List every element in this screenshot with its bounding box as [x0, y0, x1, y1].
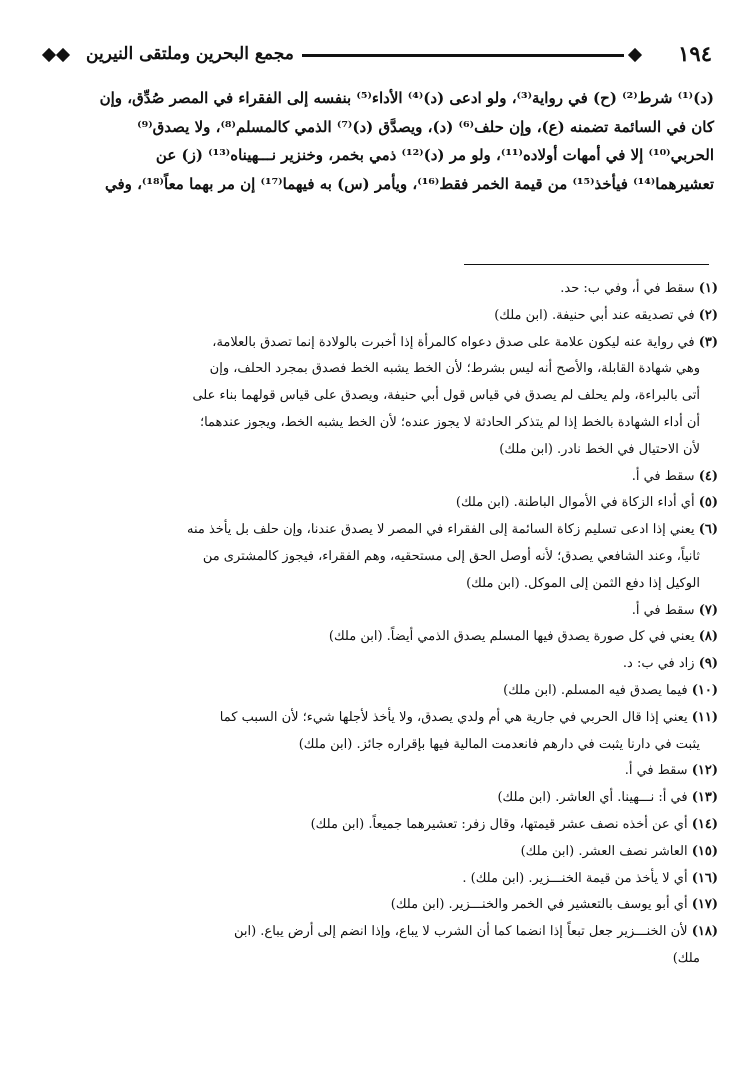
footnote-number: (١٦)	[691, 870, 718, 886]
footnote	[36, 598, 718, 625]
footnote-text: وهي شهادة القابلة، والأصح أنه ليس بشرط؛ لأن الخط يشبه الخط فصدق بمجرد الحلف، وإن	[209, 361, 700, 377]
footnote	[36, 303, 718, 330]
main-text-line: تعشيرهما⁽¹⁴⁾ فيأخذ⁽¹⁵⁾ من قيمة الخمر فقط⁽¹⁶⁾، ويأمر (س) به فيهما⁽¹⁷⁾ إن مر بهما معاً⁽¹⁸⁾، وفي	[104, 174, 714, 193]
footnote	[36, 839, 718, 866]
footnote-text: لأن الخنـــزير جعل تبعاً إذا انضما كما أن الشرب لا يباع، وإذا انضم إلى أرض يباع. (ابن	[233, 924, 688, 940]
footnote-text: يعني إذا قال الحربي في جارية هي أم ولدي يصدق، ولا يأخذ لأجلها شيء؛ لأن السبب كما	[219, 709, 688, 725]
footnote-number: (٩)	[698, 656, 718, 672]
footnote-number: (٥)	[698, 495, 718, 511]
footnote	[36, 866, 718, 893]
footnote-number: (٤)	[698, 468, 718, 484]
footnote-text: في رواية عنه ليكون علامة على صدق دعواه كالمرأة إذا أخبرت بالولادة إنما تصدق بالعلامة،	[212, 334, 695, 350]
footnote-text: أي أبو يوسف بالتعشير في الخمر والخنـــزير. (ابن ملك)	[390, 897, 688, 913]
footnote-number: (١)	[698, 281, 718, 296]
footnote	[36, 624, 718, 651]
footnote-text: سقط في أ.	[631, 602, 695, 618]
footnote-separator	[464, 264, 709, 265]
footnote	[36, 812, 718, 839]
footnote-text: أي عن أخذه نصف عشر قيمتها، وقال زفر: تعشيرهما جميعاً. (ابن ملك)	[310, 816, 688, 832]
footnote-text: ملك)	[672, 950, 700, 966]
running-header	[40, 40, 712, 70]
footnote-number: (١٢)	[691, 763, 718, 779]
footnote-text: في تصديقه عند أبي حنيفة. (ابن ملك)	[494, 307, 695, 323]
footnote-text: في أ: نـــهينا. أي العاشر. (ابن ملك)	[497, 790, 688, 806]
footnote	[36, 517, 718, 597]
footnote-text: يثبت في دارنا يثبت في دارهم فانعدمت المالية فيها بإقراره جائز. (ابن ملك)	[298, 736, 700, 752]
footnote-text: ثانياً، وعند الشافعي يصدق؛ لأنه أوصل الحق إلى مستحقيه، وهم الفقراء، فيجوز كالمشترى من	[202, 548, 700, 564]
footnote-text: الوكيل إذا دفع الثمن إلى الموكل. (ابن ملك)	[466, 575, 700, 591]
footnote	[36, 464, 718, 491]
footnote-number: (١٧)	[691, 897, 718, 913]
main-text	[36, 84, 714, 198]
page-number: ١٩٤	[678, 41, 712, 66]
main-text-line: (د)⁽¹⁾ شرط⁽²⁾ (ح) في رواية⁽³⁾، ولو ادعى (د)⁽⁴⁾ الأداء⁽⁵⁾ بنفسه إلى الفقراء في المصر صُدِّق، وإن	[99, 89, 714, 107]
footnote-text: فيما يصدق فيه المسلم. (ابن ملك)	[503, 682, 688, 698]
footnote-text: أي أداء الزكاة في الأموال الباطنة. (ابن ملك)	[455, 495, 695, 511]
footnote	[36, 892, 718, 919]
footnote	[36, 919, 718, 973]
footnote-number: (٧)	[698, 602, 718, 618]
header-rule	[302, 54, 624, 57]
footnote	[36, 678, 718, 705]
footnote-text: سقط في أ.	[631, 468, 695, 484]
footnote-text: سقط في أ، وفي ب: حد.	[560, 281, 695, 296]
footnote-number: (١٣)	[691, 790, 718, 806]
footnote	[36, 785, 718, 812]
footnote-text: لأن الاحتيال في الخط نادر. (ابن ملك)	[499, 441, 700, 457]
footnote-number: (٨)	[698, 629, 718, 645]
footnote-text: العاشر نصف العشر. (ابن ملك)	[520, 843, 688, 859]
footnote	[36, 705, 718, 759]
footnote-text: يعني إذا ادعى تسليم زكاة السائمة إلى الفقراء في المصر لا يصدق عندنا، وإن حلف بل يأخذ منه	[186, 522, 695, 538]
footnote-number: (١٠)	[691, 682, 718, 698]
footnote-text: سقط في أ.	[624, 763, 688, 779]
footnote-number: (٣)	[698, 334, 718, 350]
footnote-text: يعني في كل صورة يصدق فيها المسلم يصدق الذمي أيضاً. (ابن ملك)	[328, 629, 695, 645]
footnote-text: أي لا يأخذ من قيمة الخنـــزير. (ابن ملك) .	[462, 870, 688, 886]
main-text-line: الحربي⁽¹⁰⁾ إلا في أمهات أولاده⁽¹¹⁾، ولو مر (د)⁽¹²⁾ ذمي بخمر، وخنزير نـــهيناه⁽¹³⁾ (ز) عن	[155, 146, 714, 164]
footnote	[36, 330, 718, 464]
ornament-diamond-icon	[628, 48, 642, 62]
ornament-diamond-icon	[56, 48, 70, 62]
footnote-text: أتى بالبراءة، ولم يحلف لم يصدق في قياس قول أبي حنيفة، ويصدق على قياس قولهما بناء على	[192, 388, 700, 404]
footnote-text: أن أداء الشهادة بالخط إذا لم يتذكر الحادثة لا يجوز عنده؛ لأن الخط يشبه الخط، ويجوز عندهما؛	[199, 414, 700, 430]
footnote	[36, 651, 718, 678]
book-title: مجمع البحرين وملتقى النيرين	[86, 44, 294, 64]
footnote	[36, 276, 718, 303]
footnotes	[36, 276, 718, 973]
footnote-number: (١٨)	[691, 924, 718, 940]
footnote-number: (١٥)	[691, 843, 718, 859]
footnote-text: زاد في ب: د.	[622, 656, 695, 672]
footnote-number: (٦)	[698, 522, 718, 538]
footnote	[36, 758, 718, 785]
footnote-number: (٢)	[698, 307, 718, 323]
main-text-line: كان في السائمة تضمنه (ع)، وإن حلف⁽⁶⁾ (د)، ويصدَّق (د)⁽⁷⁾ الذمي كالمسلم⁽⁸⁾، ولا يصدق⁽⁹⁾	[137, 117, 714, 136]
footnote-number: (١٤)	[691, 816, 718, 832]
footnote	[36, 490, 718, 517]
footnote-number: (١١)	[691, 709, 718, 725]
ornament-diamond-icon	[42, 48, 56, 62]
